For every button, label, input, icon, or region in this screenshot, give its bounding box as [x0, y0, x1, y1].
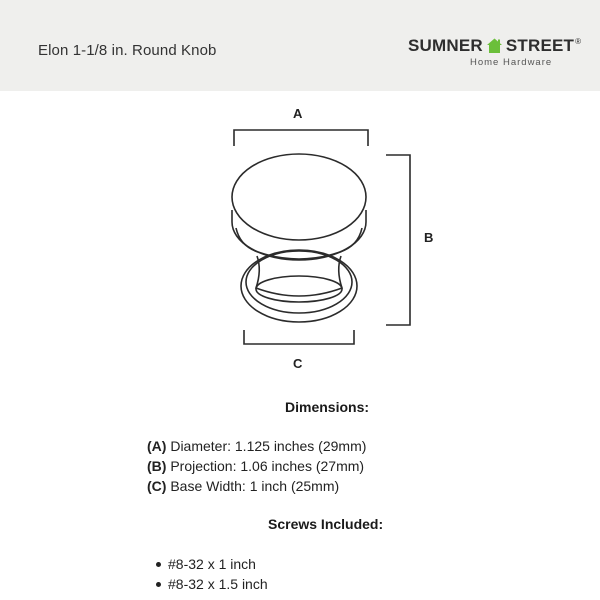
dimension-label-b: B — [424, 230, 434, 245]
dimension-item-key: (C) — [147, 478, 167, 494]
dimensions-heading: Dimensions: — [285, 399, 370, 415]
brand-logo-wordmark — [408, 36, 581, 56]
logo-word-left: SUMNER — [408, 36, 483, 55]
dimension-item-key: (B) — [147, 458, 167, 474]
dimension-item-b — [147, 458, 364, 474]
bullet-icon — [156, 562, 161, 567]
screw-item — [156, 576, 268, 592]
knob-head-top — [232, 154, 366, 240]
screws-heading: Screws Included: — [268, 516, 384, 532]
knob-head-edge — [232, 210, 366, 260]
dimension-b-bracket — [386, 155, 410, 325]
dimension-item-key: (A) — [147, 438, 167, 454]
brand-logo — [408, 36, 582, 76]
bullet-icon — [156, 582, 161, 587]
dimension-label-c: C — [293, 356, 303, 371]
dimension-item-text: Diameter: 1.125 inches (29mm) — [166, 438, 367, 454]
knob-dimension-diagram — [0, 91, 600, 391]
screw-item — [156, 556, 256, 572]
dimension-item-c — [147, 478, 339, 494]
dimension-item-text: Base Width: 1 inch (25mm) — [166, 478, 340, 494]
logo-tagline: Home Hardware — [470, 57, 553, 68]
header-bar — [0, 0, 600, 91]
logo-word-right: STREET — [505, 36, 575, 55]
screw-item-text: #8-32 x 1 inch — [168, 556, 256, 572]
dimension-c-bracket — [244, 330, 354, 344]
dimension-a-bracket — [234, 130, 368, 146]
dimension-item-text: Projection: 1.06 inches (27mm) — [166, 458, 365, 474]
dimension-label-a: A — [293, 106, 303, 121]
house-icon — [486, 37, 503, 54]
product-title: Elon 1-1/8 in. Round Knob — [38, 42, 217, 59]
knob-drawing — [0, 91, 600, 391]
knob-neck-ring — [256, 276, 342, 302]
screw-item-text: #8-32 x 1.5 inch — [168, 576, 268, 592]
trademark-symbol: ® — [575, 36, 582, 46]
knob-head-rim — [236, 228, 362, 259]
dimension-item-a — [147, 438, 366, 454]
